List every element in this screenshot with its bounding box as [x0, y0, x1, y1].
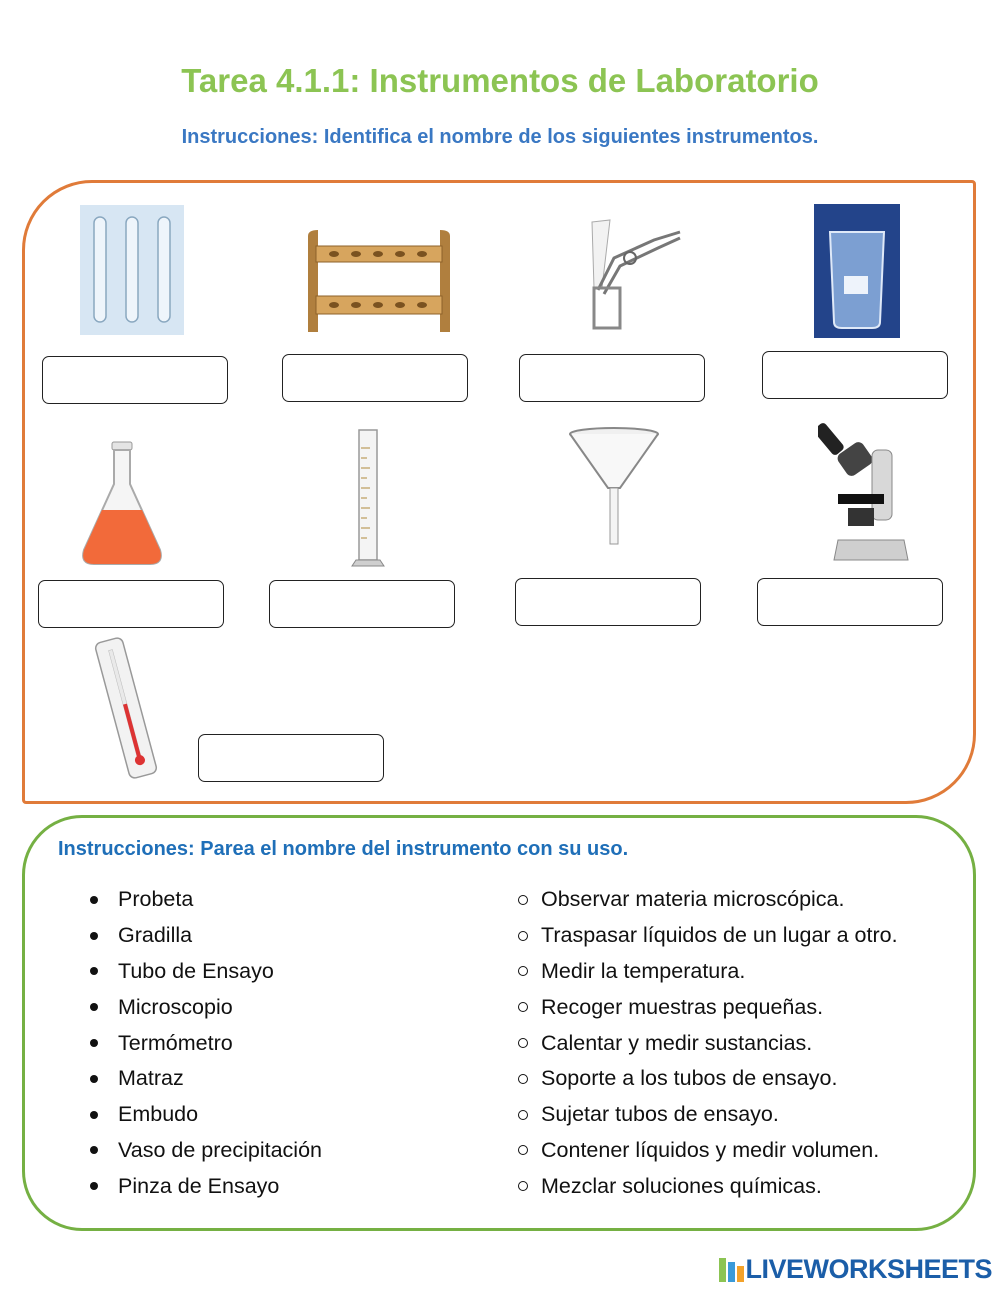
identify-instructions: Instrucciones: Identifica el nombre de los siguientes instrumentos. [181, 126, 819, 148]
instrument-use-item[interactable]: Traspasar líquidos de un lugar a otro. [516, 918, 898, 954]
answer-box-9[interactable] [198, 734, 384, 782]
answer-box-1[interactable] [42, 356, 228, 404]
instrument-name-list [88, 882, 322, 1204]
instrument-name-item[interactable]: Microscopio [88, 989, 322, 1025]
bullet-icon [90, 1146, 98, 1154]
matching-instructions: Instrucciones: Parea el nombre del instrumento con su uso. [58, 838, 629, 860]
beaker-icon [814, 204, 900, 338]
test-tubes-icon [80, 205, 184, 335]
erlenmeyer-flask-icon [80, 440, 164, 568]
instrument-name-item[interactable]: Termómetro [88, 1025, 322, 1061]
instrument-name-item[interactable]: Vaso de precipitación [88, 1133, 322, 1169]
liveworksheets-logo-icon [719, 1258, 745, 1282]
bullet-icon [90, 932, 98, 940]
bullet-icon [90, 896, 98, 904]
bullet-icon [90, 1182, 98, 1190]
answer-box-8[interactable] [757, 578, 943, 626]
circle-icon [518, 1038, 528, 1048]
instrument-name-item[interactable]: Pinza de Ensayo [88, 1168, 322, 1204]
instrument-name-item[interactable]: Probeta [88, 882, 322, 918]
circle-icon [518, 1181, 528, 1191]
instrument-use-item[interactable]: Contener líquidos y medir volumen. [516, 1133, 898, 1169]
microscope-icon [818, 416, 914, 564]
circle-icon [518, 1145, 528, 1155]
bullet-icon [90, 1111, 98, 1119]
thermometer-icon [84, 634, 168, 782]
answer-box-5[interactable] [38, 580, 224, 628]
instrument-use-item[interactable]: Recoger muestras pequeñas. [516, 989, 898, 1025]
instrument-use-item[interactable]: Observar materia microscópica. [516, 882, 898, 918]
circle-icon [518, 1074, 528, 1084]
circle-icon [518, 1110, 528, 1120]
instrument-use-list [516, 882, 898, 1204]
instrument-name-item[interactable]: Matraz [88, 1061, 322, 1097]
instrument-use-item[interactable]: Sujetar tubos de ensayo. [516, 1097, 898, 1133]
answer-box-3[interactable] [519, 354, 705, 402]
test-tube-clamp-icon [584, 218, 686, 336]
circle-icon [518, 895, 528, 905]
instrument-use-item[interactable]: Soporte a los tubos de ensayo. [516, 1061, 898, 1097]
funnel-icon [566, 426, 662, 548]
test-tube-rack-icon [298, 228, 460, 334]
bullet-icon [90, 1003, 98, 1011]
graduated-cylinder-icon [350, 428, 386, 572]
instrument-use-item[interactable]: Mezclar soluciones químicas. [516, 1168, 898, 1204]
answer-box-7[interactable] [515, 578, 701, 626]
liveworksheets-logo [719, 1254, 992, 1285]
logo-text: LIVEWORKSHEETS [745, 1254, 992, 1284]
circle-icon [518, 1002, 528, 1012]
bullet-icon [90, 1039, 98, 1047]
bullet-icon [90, 1075, 98, 1083]
circle-icon [518, 931, 528, 941]
instrument-use-item[interactable]: Medir la temperatura. [516, 954, 898, 990]
instrument-name-item[interactable]: Tubo de Ensayo [88, 954, 322, 990]
bullet-icon [90, 967, 98, 975]
instrument-use-item[interactable]: Calentar y medir sustancias. [516, 1025, 898, 1061]
answer-box-6[interactable] [269, 580, 455, 628]
page-title: Tarea 4.1.1: Instrumentos de Laboratorio [181, 62, 819, 99]
answer-box-2[interactable] [282, 354, 468, 402]
instrument-name-item[interactable]: Gradilla [88, 918, 322, 954]
instrument-name-item[interactable]: Embudo [88, 1097, 322, 1133]
circle-icon [518, 966, 528, 976]
answer-box-4[interactable] [762, 351, 948, 399]
